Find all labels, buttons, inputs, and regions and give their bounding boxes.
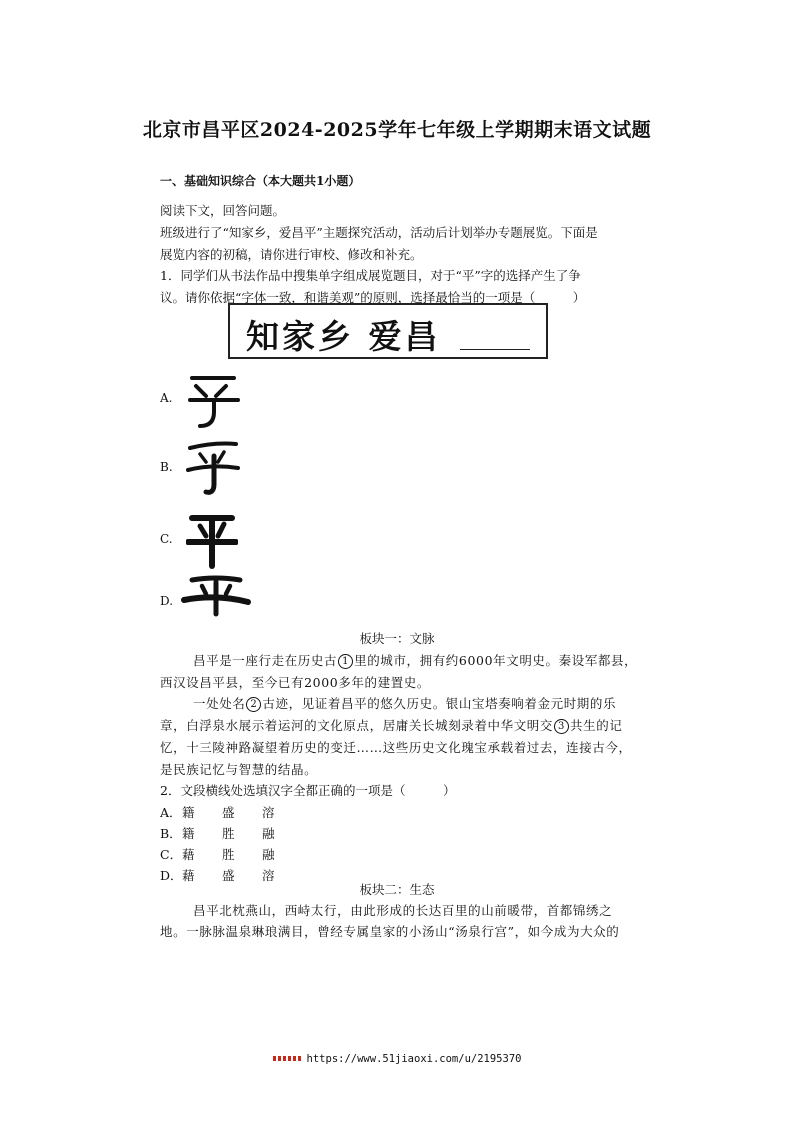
option-letter: A． bbox=[160, 805, 182, 820]
intro-line: 展览内容的初稿，请你进行审校、修改和补充。 bbox=[160, 247, 423, 262]
option-letter: B． bbox=[160, 826, 182, 841]
option-char: 胜 bbox=[222, 826, 235, 841]
block-2-heading: 板块二：生态 bbox=[359, 882, 435, 897]
block-1-paragraph: 忆，十三陵神路凝望着历史的变迁……这些历史文化瑰宝承载着过去，连接古今， bbox=[160, 740, 632, 755]
option-char: 融 bbox=[262, 826, 275, 841]
question-2-option-a[interactable] bbox=[160, 803, 302, 821]
page-title: 北京市昌平区2024-2025学年七年级上学期期末语文试题 bbox=[142, 119, 652, 141]
option-char: 溶 bbox=[262, 868, 275, 883]
text-run: 章，白浮泉水展示着运河的文化原点，居庸关长城刻录着中华文明交 bbox=[160, 718, 554, 733]
blank-marker-1: 1 bbox=[338, 654, 353, 669]
question-2-option-c[interactable] bbox=[160, 845, 302, 863]
option-char: 籍 bbox=[182, 826, 195, 841]
banner-blank-line bbox=[460, 349, 530, 350]
footer-url[interactable]: https://www.51jiaoxi.com/u/2195370 bbox=[306, 1053, 522, 1065]
question-2-stem: 2．文段横线处选填汉字全都正确的一项是（ ） bbox=[160, 783, 456, 798]
text-run: 里的城市，拥有约6000年文明史。秦设军都县， bbox=[354, 653, 638, 668]
option-char: 盛 bbox=[222, 868, 235, 883]
option-char: 胜 bbox=[222, 847, 235, 862]
calligraphy-banner bbox=[228, 303, 548, 359]
option-letter: C． bbox=[160, 847, 183, 862]
intro-line: 班级进行了“知家乡，爱昌平”主题探究活动，活动后计划举办专题展览。下面是 bbox=[160, 225, 598, 240]
option-char: 籍 bbox=[182, 805, 195, 820]
block-2-paragraph: 昌平北枕燕山，西峙太行，由此形成的长达百里的山前暖带，首都锦绣之 bbox=[193, 903, 613, 918]
site-logo-icon bbox=[273, 1056, 303, 1061]
block-1-paragraph bbox=[193, 651, 637, 669]
text-run: 古迹，见证着昌平的悠久历史。银山宝塔奏响着金元时期的乐 bbox=[262, 696, 617, 711]
intro-line: 阅读下文，回答问题。 bbox=[160, 203, 286, 218]
blank-marker-2: 2 bbox=[246, 697, 261, 712]
block-2-paragraph: 地。一脉脉温泉琳琅满目，曾经专属皇家的小汤山“汤泉行宫”，如今成为大众的 bbox=[160, 924, 620, 939]
ping-cursive-script-icon[interactable] bbox=[184, 436, 242, 498]
ping-regular-script-icon[interactable] bbox=[186, 508, 238, 570]
block-1-paragraph bbox=[193, 694, 616, 712]
block-1-paragraph bbox=[160, 716, 622, 734]
ping-seal-script-icon[interactable] bbox=[186, 372, 242, 430]
text-run: 共生的记 bbox=[570, 718, 623, 733]
banner-text: 知家乡 爱昌 bbox=[246, 317, 441, 356]
option-char: 藉 bbox=[182, 868, 195, 883]
option-c-label[interactable]: C. bbox=[160, 532, 173, 546]
option-char: 盛 bbox=[222, 805, 235, 820]
option-a-label[interactable]: A. bbox=[160, 391, 173, 405]
block-1-heading: 板块一：文脉 bbox=[359, 631, 435, 646]
block-1-paragraph: 是民族记忆与智慧的结晶。 bbox=[160, 762, 318, 777]
text-run: 昌平是一座行走在历史古 bbox=[193, 653, 338, 668]
question-1-stem: 1．同学们从书法作品中搜集单字组成展览题目，对于“平”字的选择产生了争 bbox=[160, 268, 581, 283]
option-d-label[interactable]: D. bbox=[160, 594, 174, 608]
question-2-option-b[interactable] bbox=[160, 824, 302, 842]
option-char: 溶 bbox=[262, 805, 275, 820]
text-run: 一处处名 bbox=[193, 696, 246, 711]
ping-clerical-script-icon[interactable] bbox=[180, 572, 252, 620]
option-b-label[interactable]: B. bbox=[160, 460, 173, 474]
section-heading: 一、基础知识综合（本大题共1小题） bbox=[160, 174, 361, 188]
block-1-paragraph: 西汉设昌平县，至今已有2000多年的建置史。 bbox=[160, 675, 431, 690]
page-footer bbox=[0, 1053, 794, 1065]
blank-marker-3: 3 bbox=[554, 719, 569, 734]
option-char: 藉 bbox=[182, 847, 195, 862]
option-letter: D． bbox=[160, 868, 183, 883]
question-1-stem: 议。请你依据“字体一致，和谐美观”的原则，选择最恰当的一项是（ ） bbox=[160, 290, 586, 305]
option-char: 融 bbox=[262, 847, 275, 862]
